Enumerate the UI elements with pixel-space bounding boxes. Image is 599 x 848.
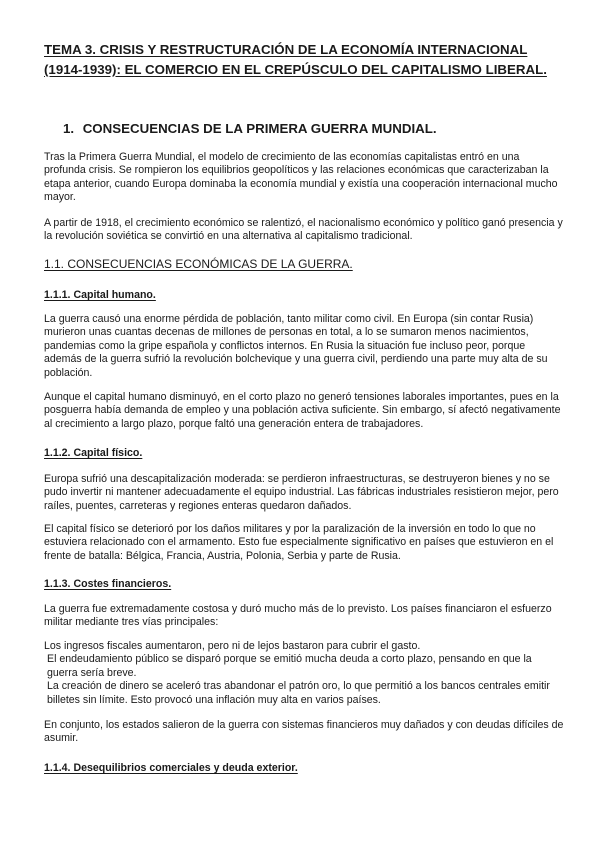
section-number: 1. [63, 121, 75, 136]
costes-list-item-2: El endeudamiento público se disparó porque se emitió mucha deuda a corto plazo, pensando en que la guerra sería breve. [47, 653, 532, 679]
capital-humano-paragraph-2: Aunque el capital humano disminuyó, en el corto plazo no generó tensiones laborales importantes, pues en la posguerra había demanda de empleo y una población activa suficiente. Sin embargo, sí afectó negativamente al crecimiento a largo plazo, porque faltó una generación entera de trabajadores. [44, 391, 561, 430]
heading-costes-financieros: 1.1.3. Costes financieros. [44, 578, 172, 590]
costes-list [44, 640, 564, 707]
heading-desequilibrios-comerciales: 1.1.4. Desequilibrios comerciales y deuda exterior. [44, 762, 298, 774]
section-heading [63, 120, 437, 137]
section-heading-text: CONSECUENCIAS DE LA PRIMERA GUERRA MUNDIAL. [82, 121, 437, 136]
costes-paragraph-2: En conjunto, los estados salieron de la guerra con sistemas financieros muy dañados y con deudas difíciles de asumir. [44, 719, 564, 745]
document-title: TEMA 3. CRISIS Y RESTRUCTURACIÓN DE LA ECONOMÍA INTERNACIONAL (1914-1939): EL COMERCIO EN EL CREPÚSCULO DEL CAPITALISMO LIBERAL. [44, 42, 547, 77]
costes-list-item-1: Los ingresos fiscales aumentaron, pero ni de lejos bastaron para cubrir el gasto. [44, 640, 421, 652]
costes-list-item-3: La creación de dinero se aceleró tras abandonar el patrón oro, lo que permitió a los bancos centrales emitir billetes sin límite. Esto provocó una inflación muy alta en varios países. [47, 680, 550, 706]
heading-capital-fisico: 1.1.2. Capital físico. [44, 447, 143, 459]
costes-paragraph-1: La guerra fue extremadamente costosa y duró mucho más de lo previsto. Los países financiaron el esfuerzo militar mediante tres vías principales: [44, 603, 552, 629]
intro-paragraph-2: A partir de 1918, el crecimiento económico se ralentizó, el nacionalismo económico y político ganó presencia y la revolución soviética se convirtió en una alternativa al capitalismo tradicional. [44, 217, 563, 243]
capital-humano-paragraph-1: La guerra causó una enorme pérdida de población, tanto militar como civil. En Europa (sin contar Rusia) murieron unas cuantas decenas de millones de personas en total, a lo se sumaron menos nacimientos, pandemias como la gripe española y conflictos internos. En Rusia la situación fue incluso peor, porque además de la guerra sufrió la revolución bolchevique y una guerra civil, perdiendo una parte muy alta de su población. [44, 313, 548, 379]
intro-paragraph-1: Tras la Primera Guerra Mundial, el modelo de crecimiento de las economías capitalistas entró en una profunda crisis. Se rompieron los equilibrios geopolíticos y las relaciones económicas que caracterizaban la etapa anterior, cuando Europa dominaba la economía mundial y existía una cooperación internacional mucho mayor. [44, 151, 558, 204]
subsection-heading-1-1: 1.1. CONSECUENCIAS ECONÓMICAS DE LA GUERRA. [44, 257, 353, 271]
capital-fisico-paragraph-2: El capital físico se deterioró por los daños militares y por la paralización de la inversión en todo lo que no estuviera relacionado con el armamento. Esto fue especialmente significativo en países que estuvieron en el frente de batalla: Bélgica, Francia, Austria, Polonia, Serbia y parte de Rusia. [44, 523, 554, 562]
heading-capital-humano: 1.1.1. Capital humano. [44, 289, 156, 301]
capital-fisico-paragraph-1: Europa sufrió una descapitalización moderada: se perdieron infraestructuras, se destruyeron bienes y no se pudo invertir ni mantener adecuadamente el equipo industrial. Las fábricas industriales resistieron mejor, pero raíles, puentes, carreteras y regiones enteras quedaron dañados. [44, 473, 559, 512]
